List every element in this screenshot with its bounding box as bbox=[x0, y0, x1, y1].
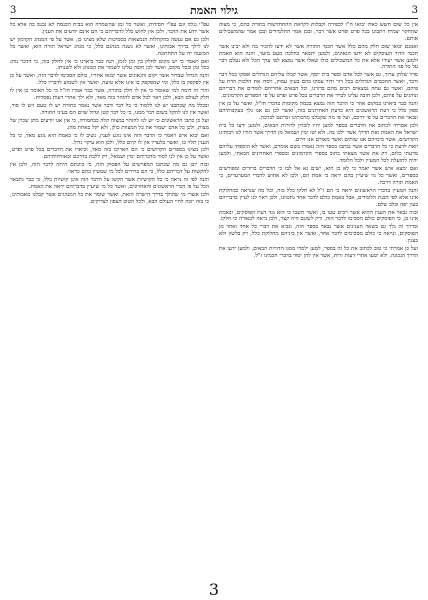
page-number-right: 3 bbox=[411, 4, 418, 16]
paragraph-right-10: ועל כן אמרתי כי טוב לכתוב את כל זה בספר, למען ילמדו ממנו הדורות הבאים, ולמען ידעו את הדרך הנכונה, ולא יטעו אחרי דעות זרות, אשר אין להן יסוד בדברי חכמינו ז"ל. bbox=[219, 246, 418, 259]
text-column-right bbox=[219, 22, 418, 578]
paragraph-left-2: ואם תאמר כי יש מקום לחלק בין זמן לזמן, הנה כבר ביארנו כי אין לחלק בזה, כי הדבר נוהג בכל זמן ובכל מקום, ואשר לכן חובה עלינו לשמור את המנהג ולא לשנותו. bbox=[10, 58, 209, 72]
paragraph-left-4: והרי זה דומה למי שאומר כי אין לו חלק בתורה, אשר כבר אמרו חז"ל כי כל האומר כן אין לו חלק לעולם הבא, ולכן ראוי לכל אדם להזהר בזה מאד, ולא ילך אחרי דעות נפסדות. bbox=[10, 88, 209, 102]
page-footer bbox=[0, 580, 428, 598]
paragraph-right-4: ולכן אמרתי לכתוב את הדברים בספר למען יהיו לזכרון לדורות הבאים, ולמען ידעו כל בית ישראל את האמת ואת הדרך אשר ילכו בה, ולא יטו ימין ושמאל מן הדרך אשר הורו לנו רבותינו הקדושים, אשר מימיהם אנו שותים ואשר מאורם אנו חיים. bbox=[219, 122, 418, 143]
paragraph-right-1: ואמנם יבואו שום חלק מהם כלל אשר חכמי התורה אשר לא ידעו להכיר בה ולא יבינו אשר חכמי הדור העוסקים לא ידעו הגאונים, ולמען יתבאר כהלכה מעט מזער, והנה הוא האמת ולמען אשר יעידו אלא את כל המשכילים כולו שאלו אשר נמצא לפי ערך הכל ולא נעלם דבר על כל פני התורה. bbox=[219, 43, 418, 71]
paragraph-right-7: והנה המעיין בדברי הראשונים יראה כי הם ז"ל לא חלקו כלל בזה, וכל מה שנראה כמחלוקת אינו אלא לפי הבנת הלומדים, אבל באמת כולם לדבר אחד נתכוונו, ולכן ראוי לנו לעיין בדבריהם בעין יפה ובלב שלם. bbox=[219, 187, 418, 208]
paragraph-right-8: ובזה נבאר את הענין ההוא אשר רבים טעו בו, ואשר חשבו כי הוא נגד דעת הפוסקים, ובאמת אינו כן, כי הפוסקים כולם הסכימו לדבר הזה, ורק לשונם היה קצר, ולכן נראה לכאורה כי חלקו. bbox=[219, 209, 418, 223]
book-title: גילוי האמת bbox=[190, 3, 238, 17]
footer-page-number: 3 bbox=[208, 580, 220, 599]
paragraph-left-9: ובזה יובן גם מה שכתבו המפרשים על הפסוק הזה, כי כוונתם היתה לדבר הזה, ולכן אין להקשות על דבריהם כלל, כי הם ברורים לכל מי שמעיין בהם כראוי. bbox=[10, 162, 209, 176]
paragraph-right-6: ואם ימצא איש אשר יאמר כי לא כן הוא, ישים נא אל לבו כי הדברים ברורים ומפורשים בספרים, ואשר כל מי שיעיין בהם יראה כי אמת הם, ולכן לא אחוש לדברי המערערים, כי האמת תורה דרכה. bbox=[219, 166, 418, 186]
paragraph-left-1: ולכן גם אם נעשה בהקהלות הנמצאות בסמיכות שלא מצינו כן, אשר על פי המנהג הקדמון יש לנו לילך בדרך אבותינו, ואשר לא נשנה מנהגם כלל, כי מנהג ישראל תורה הוא, ואשר כל המשנה ידו על התחתונה. bbox=[10, 36, 209, 57]
paragraph-right-5: וזאת לדעת כי כל הדברים אשר נכתבו בספר הזה נאמרו בשם אומרם, ואשר לא הוספתי עליהם מדעתי כלום, רק את אשר מצאתי כתוב בספרי הקדמונים ובספרי האחרונים הבאתי, ולמען יהיה לתועלת לכל המעיין ולכל הלומד. bbox=[219, 144, 418, 165]
running-header bbox=[10, 3, 418, 17]
page-number-left: 3 bbox=[10, 4, 17, 16]
paragraph-left-3: והנה הגדול שבדור אשר יקום והגאונים אשר יבואו אחריו, כולם הסכימו לדבר הזה, ואשר על כן אין לפקפק בו כלל, ומי שמפקפק בו אינו אלא טועה, ואשר אין לשמוע לדבריו כלל. bbox=[10, 73, 209, 87]
paragraph-right-2: סדר שלחן ערוך, גם אשר לכל אדם וספר בית יוסף, אשר קבלו עליהם הגדולים ופסקו בכל דבר ודבר, ואשר החכמים הגדולים בכל דור ודור עסקו בהם בעיון עמוק, ויסדו את הלכות הדת על פיהם, ואשר גם עתה נמצאים רבים מהם בדורנו, וכל הבאים אחריהם לומדים את דבריהם ונוהגים על פיהם, ולכן חובה עלינו לברר את הדברים בכל פרט ופרט על פי הספרים הקדמונים. bbox=[219, 72, 418, 100]
paragraph-left-6: ועל כן כתבו הראשונים כי יש לנו להזהר במצוה קלה כבחמורה, כי אין אנו יודעים מתן שכרן של מצות, ולכן כל אדם ישמור את כל המצוות כולן, ולא יקל באחת מהן. bbox=[10, 117, 209, 131]
paragraph-right-3: והנה כבר ביארנו במקום אחר כי הדבר הזה נמצא בכמה מקומות בדברי חז"ל, ואשר על כן אין ספק כלל כי דעת הראשונים היא כדעת האחרונים בזה, ואשר לכן גם אנו נלך בעקבותיהם ונבאר את הדברים על פי דרכם, ועל פי מה שקבלנו מרבותינו זכרונם לברכה. bbox=[219, 100, 418, 121]
paragraph-right-9: ובדרך זה נלך גם בשאר הענינים אשר נבאר בספר הזה, ונביא את דברי כל אחד ואחד מן הפוסקים, ונראה כי כולם מסכימים לדבר אחד, ואשר אין ביניהם מחלוקת כלל, רק בלשון ולא בענין. bbox=[219, 224, 418, 245]
paragraph-left-10: והנה לפי זה נראה כי כל הקושיות אשר הקשו על הדבר הזה אינן קושיות כלל, כי כבר נתבאר הכל על פי דברי הראשונים והאחרונים, ואשר כל מי שיעיין בדבריהם יראה את האמת. bbox=[10, 177, 209, 190]
paragraph-right-0: אין כל שום חשש כאלו יבואו ח"ו לכפירה וקבלות לקראת ההתחדשות בתורה בהם, כי מצוה שהחקר יצמיח ויתבונן בכל פרט ופרט אשר דבר, ובכן אמר התלמידים ובכן אמר שהמשכילים אותם. bbox=[219, 22, 418, 42]
paragraph-left-7: ואם יבוא איש ויאמר כי הדבר הזה אינו נוגע לענין, נשיב לו כי באמת הוא נוגע מאד, כי כל הענין תלוי בו, ואשר בלעדיו אין לו קיום כלל, ולכן הוא עיקר גדול. bbox=[10, 132, 209, 146]
paragraph-left-11: ולכן אשרי מי שהולך בדרך הישרה הזאת, ואשר שומר את כל המנהגים אשר קבלנו מאבותינו, כי בזה יזכה לחיי העולם הבא, ולכל הטוב הצפון לצדיקים. bbox=[10, 191, 209, 205]
text-columns bbox=[10, 22, 418, 578]
paragraph-left-8: ולכן מצינו בספרים הקדושים כי הם האריכו בזה מאד, וביארו את הדברים בכל פרט ופרט, ואשר על כן אין לנו לסור מדבריהם ימין ושמאל, רק ללכת בדרכם ובאורחותיהם. bbox=[10, 147, 209, 161]
paragraph-left-5: ובכלל מה שכתבנו יש לנו ללמוד כי כל דבר ודבר אשר נאמר בתורה יש לו טעם ויש לו סוד, ואשר אין לנו להקל בשום דבר ממנו, כי כל דבר קטן וגדול שוים הם בעיני התורה. bbox=[10, 102, 209, 116]
header-rule bbox=[10, 18, 418, 19]
paragraph-left-0: עפ"י נגלה וגם עפ"י חסידות, ואשר כל זמן שהשמרה הוא בבית הכנסת לא נכנס בה אלא כל אשר יודע את הדבר, ולכן אין לחוש כלל לדבריהם כי הם אינם יודעים את הענין. bbox=[10, 22, 209, 35]
text-column-left bbox=[10, 22, 209, 578]
